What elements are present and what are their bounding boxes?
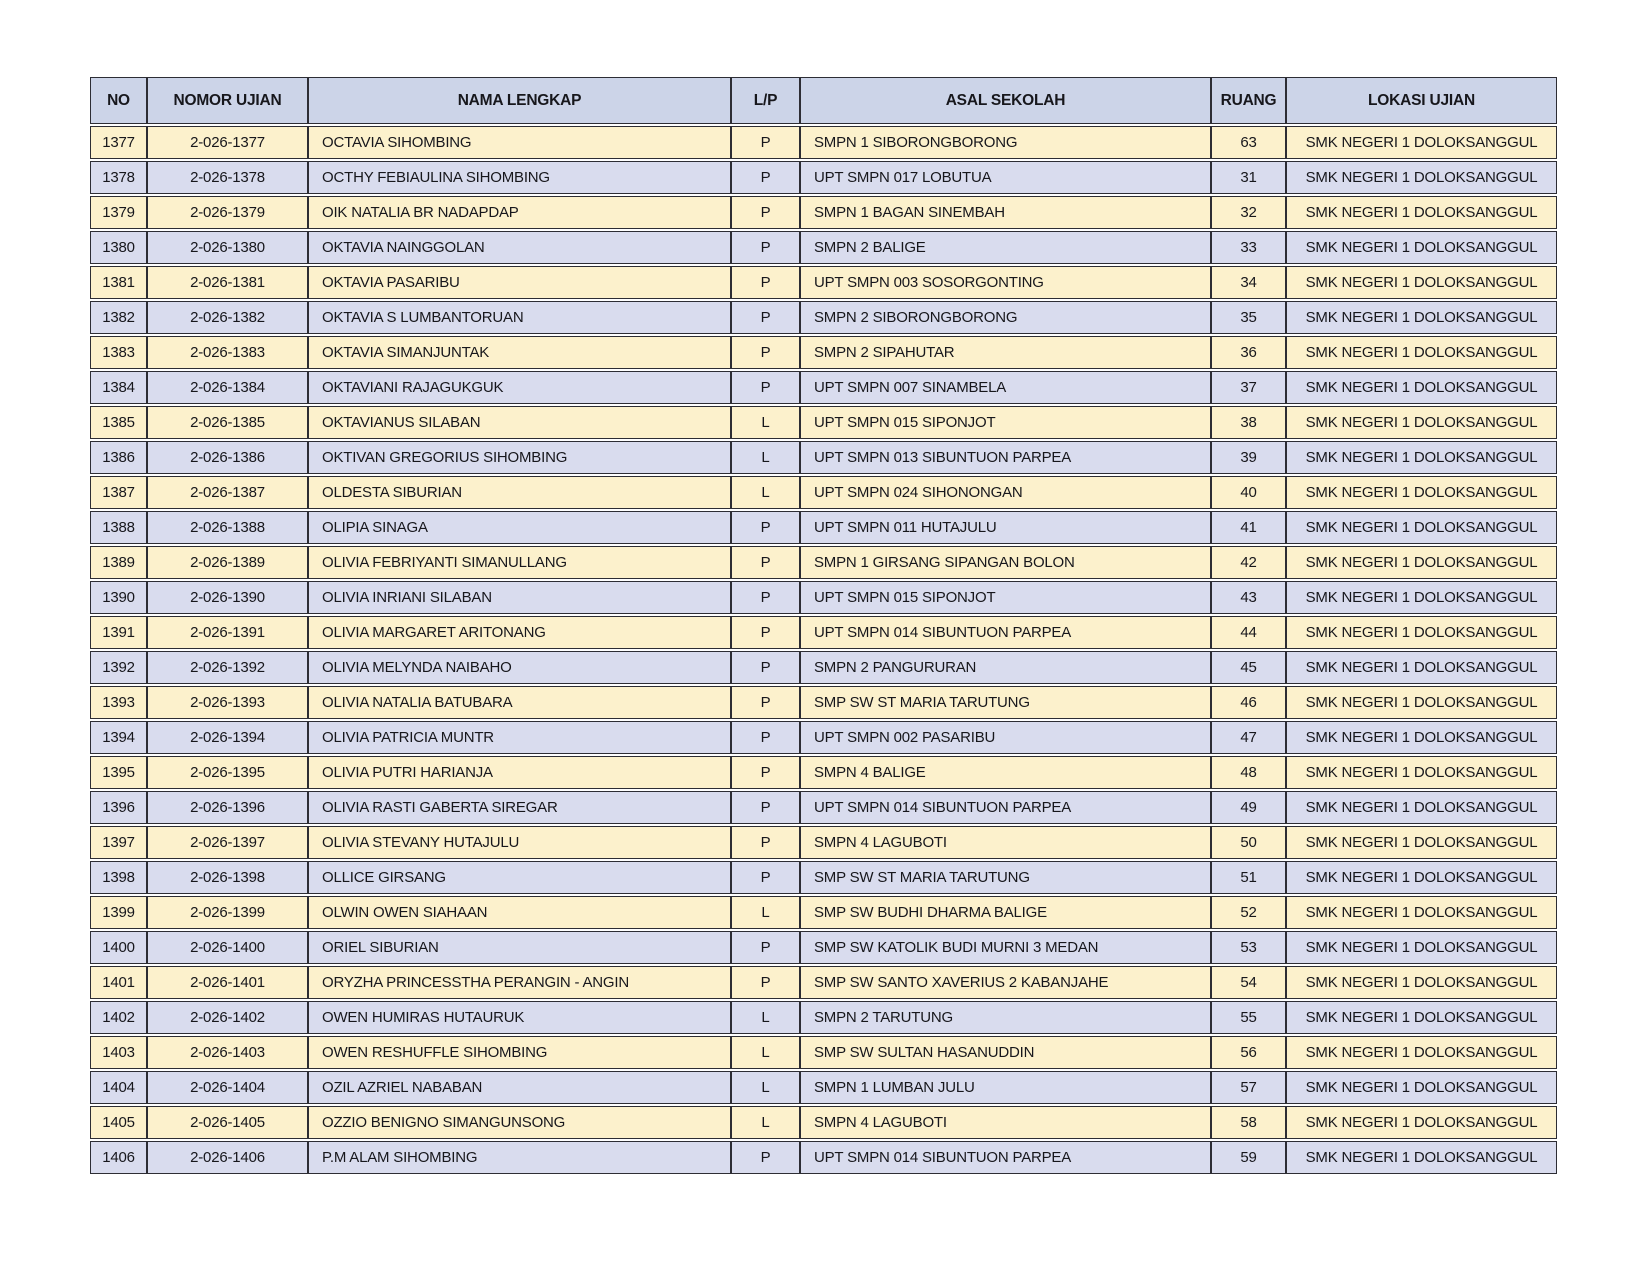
cell-nomor: 2-026-1386 — [147, 441, 308, 474]
cell-lp: P — [731, 511, 800, 544]
cell-ruang: 55 — [1211, 1001, 1286, 1034]
cell-nomor: 2-026-1377 — [147, 126, 308, 159]
cell-nomor: 2-026-1395 — [147, 756, 308, 789]
cell-nama: OZIL AZRIEL NABABAN — [308, 1071, 731, 1104]
cell-no: 1405 — [90, 1106, 147, 1139]
cell-sekolah: UPT SMPN 015 SIPONJOT — [800, 581, 1211, 614]
cell-no: 1392 — [90, 651, 147, 684]
cell-ruang: 49 — [1211, 791, 1286, 824]
cell-sekolah: UPT SMPN 024 SIHONONGAN — [800, 476, 1211, 509]
cell-ruang: 41 — [1211, 511, 1286, 544]
cell-ruang: 57 — [1211, 1071, 1286, 1104]
cell-nomor: 2-026-1380 — [147, 231, 308, 264]
cell-lokasi: SMK NEGERI 1 DOLOKSANGGUL — [1286, 826, 1557, 859]
cell-lokasi: SMK NEGERI 1 DOLOKSANGGUL — [1286, 686, 1557, 719]
table-row — [90, 1141, 1557, 1174]
table-row — [90, 371, 1557, 404]
cell-lokasi: SMK NEGERI 1 DOLOKSANGGUL — [1286, 1001, 1557, 1034]
cell-nama: OLLICE GIRSANG — [308, 861, 731, 894]
cell-sekolah: SMPN 4 LAGUBOTI — [800, 1106, 1211, 1139]
cell-nomor: 2-026-1383 — [147, 336, 308, 369]
cell-sekolah: SMP SW ST MARIA TARUTUNG — [800, 861, 1211, 894]
cell-ruang: 31 — [1211, 161, 1286, 194]
table-row — [90, 266, 1557, 299]
column-header-lokasi: LOKASI UJIAN — [1286, 77, 1557, 124]
cell-ruang: 63 — [1211, 126, 1286, 159]
cell-nomor: 2-026-1392 — [147, 651, 308, 684]
column-header-nomor: NOMOR UJIAN — [147, 77, 308, 124]
cell-no: 1404 — [90, 1071, 147, 1104]
cell-nama: OLIVIA STEVANY HUTAJULU — [308, 826, 731, 859]
cell-ruang: 42 — [1211, 546, 1286, 579]
table-row — [90, 826, 1557, 859]
table-row — [90, 406, 1557, 439]
cell-nomor: 2-026-1379 — [147, 196, 308, 229]
cell-ruang: 32 — [1211, 196, 1286, 229]
cell-no: 1397 — [90, 826, 147, 859]
cell-lp: P — [731, 371, 800, 404]
table-row — [90, 196, 1557, 229]
header-row — [90, 77, 1557, 124]
cell-nomor: 2-026-1396 — [147, 791, 308, 824]
cell-nomor: 2-026-1382 — [147, 301, 308, 334]
cell-nomor: 2-026-1390 — [147, 581, 308, 614]
cell-nomor: 2-026-1404 — [147, 1071, 308, 1104]
cell-lp: L — [731, 406, 800, 439]
cell-lokasi: SMK NEGERI 1 DOLOKSANGGUL — [1286, 406, 1557, 439]
cell-nomor: 2-026-1394 — [147, 721, 308, 754]
cell-ruang: 47 — [1211, 721, 1286, 754]
cell-lp: P — [731, 756, 800, 789]
cell-nama: OKTAVIA NAINGGOLAN — [308, 231, 731, 264]
cell-no: 1387 — [90, 476, 147, 509]
cell-no: 1390 — [90, 581, 147, 614]
cell-sekolah: SMPN 1 SIBORONGBORONG — [800, 126, 1211, 159]
cell-lokasi: SMK NEGERI 1 DOLOKSANGGUL — [1286, 896, 1557, 929]
cell-sekolah: UPT SMPN 007 SINAMBELA — [800, 371, 1211, 404]
cell-ruang: 43 — [1211, 581, 1286, 614]
cell-lokasi: SMK NEGERI 1 DOLOKSANGGUL — [1286, 441, 1557, 474]
cell-nomor: 2-026-1402 — [147, 1001, 308, 1034]
cell-ruang: 56 — [1211, 1036, 1286, 1069]
cell-lokasi: SMK NEGERI 1 DOLOKSANGGUL — [1286, 756, 1557, 789]
cell-nomor: 2-026-1400 — [147, 931, 308, 964]
cell-lokasi: SMK NEGERI 1 DOLOKSANGGUL — [1286, 126, 1557, 159]
table-row — [90, 1106, 1557, 1139]
cell-nama: OWEN RESHUFFLE SIHOMBING — [308, 1036, 731, 1069]
cell-lokasi: SMK NEGERI 1 DOLOKSANGGUL — [1286, 791, 1557, 824]
cell-lp: P — [731, 686, 800, 719]
cell-sekolah: UPT SMPN 011 HUTAJULU — [800, 511, 1211, 544]
cell-lp: P — [731, 1141, 800, 1174]
cell-ruang: 33 — [1211, 231, 1286, 264]
table-row — [90, 231, 1557, 264]
cell-no: 1393 — [90, 686, 147, 719]
cell-sekolah: UPT SMPN 003 SOSORGONTING — [800, 266, 1211, 299]
table-row — [90, 301, 1557, 334]
cell-sekolah: UPT SMPN 017 LOBUTUA — [800, 161, 1211, 194]
cell-no: 1395 — [90, 756, 147, 789]
cell-ruang: 40 — [1211, 476, 1286, 509]
cell-lokasi: SMK NEGERI 1 DOLOKSANGGUL — [1286, 336, 1557, 369]
table-row — [90, 861, 1557, 894]
cell-sekolah: UPT SMPN 014 SIBUNTUON PARPEA — [800, 791, 1211, 824]
cell-lp: P — [731, 546, 800, 579]
cell-nomor: 2-026-1405 — [147, 1106, 308, 1139]
cell-lp: L — [731, 476, 800, 509]
cell-nama: OLIVIA NATALIA BATUBARA — [308, 686, 731, 719]
cell-nama: OLWIN OWEN SIAHAAN — [308, 896, 731, 929]
cell-sekolah: SMPN 1 GIRSANG SIPANGAN BOLON — [800, 546, 1211, 579]
cell-lp: P — [731, 301, 800, 334]
cell-ruang: 48 — [1211, 756, 1286, 789]
cell-lokasi: SMK NEGERI 1 DOLOKSANGGUL — [1286, 616, 1557, 649]
table-row — [90, 581, 1557, 614]
exam-roster-table-container — [90, 75, 1557, 1176]
table-row — [90, 756, 1557, 789]
cell-ruang: 50 — [1211, 826, 1286, 859]
cell-no: 1385 — [90, 406, 147, 439]
table-row — [90, 1071, 1557, 1104]
cell-ruang: 58 — [1211, 1106, 1286, 1139]
cell-no: 1401 — [90, 966, 147, 999]
cell-lokasi: SMK NEGERI 1 DOLOKSANGGUL — [1286, 861, 1557, 894]
cell-no: 1381 — [90, 266, 147, 299]
column-header-no: NO — [90, 77, 147, 124]
cell-nama: OKTAVIANI RAJAGUKGUK — [308, 371, 731, 404]
cell-no: 1403 — [90, 1036, 147, 1069]
cell-nomor: 2-026-1387 — [147, 476, 308, 509]
cell-ruang: 51 — [1211, 861, 1286, 894]
cell-no: 1384 — [90, 371, 147, 404]
cell-lokasi: SMK NEGERI 1 DOLOKSANGGUL — [1286, 1106, 1557, 1139]
cell-nomor: 2-026-1401 — [147, 966, 308, 999]
cell-sekolah: SMP SW ST MARIA TARUTUNG — [800, 686, 1211, 719]
cell-nomor: 2-026-1385 — [147, 406, 308, 439]
cell-no: 1377 — [90, 126, 147, 159]
cell-no: 1380 — [90, 231, 147, 264]
cell-lp: L — [731, 441, 800, 474]
cell-lokasi: SMK NEGERI 1 DOLOKSANGGUL — [1286, 1036, 1557, 1069]
cell-no: 1383 — [90, 336, 147, 369]
cell-lp: P — [731, 616, 800, 649]
cell-lokasi: SMK NEGERI 1 DOLOKSANGGUL — [1286, 511, 1557, 544]
cell-sekolah: SMPN 2 PANGURURAN — [800, 651, 1211, 684]
cell-sekolah: SMPN 1 LUMBAN JULU — [800, 1071, 1211, 1104]
cell-no: 1394 — [90, 721, 147, 754]
cell-lokasi: SMK NEGERI 1 DOLOKSANGGUL — [1286, 231, 1557, 264]
cell-no: 1382 — [90, 301, 147, 334]
cell-no: 1399 — [90, 896, 147, 929]
cell-ruang: 36 — [1211, 336, 1286, 369]
table-row — [90, 721, 1557, 754]
cell-sekolah: UPT SMPN 015 SIPONJOT — [800, 406, 1211, 439]
cell-lokasi: SMK NEGERI 1 DOLOKSANGGUL — [1286, 651, 1557, 684]
cell-lokasi: SMK NEGERI 1 DOLOKSANGGUL — [1286, 371, 1557, 404]
cell-sekolah: SMP SW BUDHI DHARMA BALIGE — [800, 896, 1211, 929]
cell-no: 1388 — [90, 511, 147, 544]
cell-ruang: 46 — [1211, 686, 1286, 719]
cell-nama: OLIVIA PATRICIA MUNTR — [308, 721, 731, 754]
cell-ruang: 44 — [1211, 616, 1286, 649]
cell-ruang: 52 — [1211, 896, 1286, 929]
cell-nama: OLIVIA FEBRIYANTI SIMANULLANG — [308, 546, 731, 579]
cell-no: 1396 — [90, 791, 147, 824]
cell-nomor: 2-026-1403 — [147, 1036, 308, 1069]
cell-nomor: 2-026-1384 — [147, 371, 308, 404]
cell-lokasi: SMK NEGERI 1 DOLOKSANGGUL — [1286, 721, 1557, 754]
cell-sekolah: SMPN 2 SIPAHUTAR — [800, 336, 1211, 369]
cell-no: 1386 — [90, 441, 147, 474]
cell-nomor: 2-026-1406 — [147, 1141, 308, 1174]
table-row — [90, 896, 1557, 929]
cell-nama: OKTAVIA SIMANJUNTAK — [308, 336, 731, 369]
cell-lp: P — [731, 651, 800, 684]
cell-sekolah: SMPN 2 BALIGE — [800, 231, 1211, 264]
cell-lp: L — [731, 1001, 800, 1034]
cell-lp: L — [731, 1036, 800, 1069]
cell-nama: OKTAVIA PASARIBU — [308, 266, 731, 299]
table-row — [90, 441, 1557, 474]
table-row — [90, 126, 1557, 159]
cell-lp: L — [731, 896, 800, 929]
cell-sekolah: SMPN 1 BAGAN SINEMBAH — [800, 196, 1211, 229]
cell-lp: P — [731, 336, 800, 369]
cell-nomor: 2-026-1399 — [147, 896, 308, 929]
cell-nomor: 2-026-1391 — [147, 616, 308, 649]
cell-sekolah: SMPN 2 TARUTUNG — [800, 1001, 1211, 1034]
cell-no: 1398 — [90, 861, 147, 894]
cell-ruang: 39 — [1211, 441, 1286, 474]
cell-lokasi: SMK NEGERI 1 DOLOKSANGGUL — [1286, 966, 1557, 999]
table-row — [90, 1036, 1557, 1069]
cell-nama: OLIVIA INRIANI SILABAN — [308, 581, 731, 614]
cell-nomor: 2-026-1389 — [147, 546, 308, 579]
table-body — [90, 126, 1557, 1174]
cell-lp: L — [731, 1106, 800, 1139]
cell-lokasi: SMK NEGERI 1 DOLOKSANGGUL — [1286, 301, 1557, 334]
cell-nomor: 2-026-1393 — [147, 686, 308, 719]
cell-lp: P — [731, 826, 800, 859]
cell-sekolah: SMPN 4 BALIGE — [800, 756, 1211, 789]
cell-lp: P — [731, 266, 800, 299]
cell-lp: P — [731, 966, 800, 999]
cell-ruang: 53 — [1211, 931, 1286, 964]
table-row — [90, 791, 1557, 824]
cell-nama: OCTHY FEBIAULINA SIHOMBING — [308, 161, 731, 194]
cell-sekolah: UPT SMPN 013 SIBUNTUON PARPEA — [800, 441, 1211, 474]
cell-ruang: 34 — [1211, 266, 1286, 299]
cell-lp: P — [731, 581, 800, 614]
table-row — [90, 1001, 1557, 1034]
cell-sekolah: SMPN 2 SIBORONGBORONG — [800, 301, 1211, 334]
cell-lokasi: SMK NEGERI 1 DOLOKSANGGUL — [1286, 1141, 1557, 1174]
table-row — [90, 476, 1557, 509]
table-row — [90, 616, 1557, 649]
cell-no: 1406 — [90, 1141, 147, 1174]
cell-nama: OKTAVIANUS SILABAN — [308, 406, 731, 439]
cell-nomor: 2-026-1397 — [147, 826, 308, 859]
cell-nama: OCTAVIA SIHOMBING — [308, 126, 731, 159]
cell-nama: OLDESTA SIBURIAN — [308, 476, 731, 509]
cell-lp: P — [731, 196, 800, 229]
column-header-ruang: RUANG — [1211, 77, 1286, 124]
table-row — [90, 931, 1557, 964]
cell-nama: ORIEL SIBURIAN — [308, 931, 731, 964]
cell-lokasi: SMK NEGERI 1 DOLOKSANGGUL — [1286, 266, 1557, 299]
cell-lokasi: SMK NEGERI 1 DOLOKSANGGUL — [1286, 581, 1557, 614]
cell-ruang: 45 — [1211, 651, 1286, 684]
cell-ruang: 54 — [1211, 966, 1286, 999]
table-row — [90, 546, 1557, 579]
cell-ruang: 35 — [1211, 301, 1286, 334]
table-row — [90, 336, 1557, 369]
cell-lp: P — [731, 791, 800, 824]
cell-lokasi: SMK NEGERI 1 DOLOKSANGGUL — [1286, 196, 1557, 229]
cell-no: 1391 — [90, 616, 147, 649]
cell-lokasi: SMK NEGERI 1 DOLOKSANGGUL — [1286, 161, 1557, 194]
cell-nama: OWEN HUMIRAS HUTAURUK — [308, 1001, 731, 1034]
cell-ruang: 59 — [1211, 1141, 1286, 1174]
cell-nama: OZZIO BENIGNO SIMANGUNSONG — [308, 1106, 731, 1139]
cell-lp: L — [731, 1071, 800, 1104]
column-header-lp: L/P — [731, 77, 800, 124]
cell-nomor: 2-026-1378 — [147, 161, 308, 194]
cell-nomor: 2-026-1388 — [147, 511, 308, 544]
cell-nama: P.M ALAM SIHOMBING — [308, 1141, 731, 1174]
cell-nama: OLIVIA MELYNDA NAIBAHO — [308, 651, 731, 684]
cell-ruang: 37 — [1211, 371, 1286, 404]
column-header-nama: NAMA LENGKAP — [308, 77, 731, 124]
cell-no: 1389 — [90, 546, 147, 579]
cell-lp: P — [731, 721, 800, 754]
table-row — [90, 686, 1557, 719]
cell-ruang: 38 — [1211, 406, 1286, 439]
exam-roster-table — [90, 75, 1557, 1176]
cell-sekolah: SMP SW SULTAN HASANUDDIN — [800, 1036, 1211, 1069]
cell-nama: OLIVIA RASTI GABERTA SIREGAR — [308, 791, 731, 824]
cell-sekolah: SMP SW KATOLIK BUDI MURNI 3 MEDAN — [800, 931, 1211, 964]
table-header — [90, 77, 1557, 124]
cell-no: 1402 — [90, 1001, 147, 1034]
cell-nomor: 2-026-1381 — [147, 266, 308, 299]
cell-lokasi: SMK NEGERI 1 DOLOKSANGGUL — [1286, 476, 1557, 509]
cell-lokasi: SMK NEGERI 1 DOLOKSANGGUL — [1286, 546, 1557, 579]
cell-nama: OKTAVIA S LUMBANTORUAN — [308, 301, 731, 334]
cell-lp: P — [731, 126, 800, 159]
cell-no: 1379 — [90, 196, 147, 229]
cell-sekolah: UPT SMPN 014 SIBUNTUON PARPEA — [800, 1141, 1211, 1174]
cell-nama: OLIVIA MARGARET ARITONANG — [308, 616, 731, 649]
cell-sekolah: UPT SMPN 002 PASARIBU — [800, 721, 1211, 754]
cell-lp: P — [731, 861, 800, 894]
cell-lp: P — [731, 931, 800, 964]
cell-nama: OLIPIA SINAGA — [308, 511, 731, 544]
table-row — [90, 511, 1557, 544]
cell-lokasi: SMK NEGERI 1 DOLOKSANGGUL — [1286, 1071, 1557, 1104]
cell-sekolah: SMP SW SANTO XAVERIUS 2 KABANJAHE — [800, 966, 1211, 999]
column-header-sekolah: ASAL SEKOLAH — [800, 77, 1211, 124]
cell-no: 1378 — [90, 161, 147, 194]
table-row — [90, 161, 1557, 194]
cell-lokasi: SMK NEGERI 1 DOLOKSANGGUL — [1286, 931, 1557, 964]
cell-nama: OKTIVAN GREGORIUS SIHOMBING — [308, 441, 731, 474]
cell-nomor: 2-026-1398 — [147, 861, 308, 894]
cell-sekolah: SMPN 4 LAGUBOTI — [800, 826, 1211, 859]
cell-nama: OIK NATALIA BR NADAPDAP — [308, 196, 731, 229]
table-row — [90, 966, 1557, 999]
cell-lp: P — [731, 231, 800, 264]
table-row — [90, 651, 1557, 684]
cell-sekolah: UPT SMPN 014 SIBUNTUON PARPEA — [800, 616, 1211, 649]
cell-lp: P — [731, 161, 800, 194]
cell-nama: OLIVIA PUTRI HARIANJA — [308, 756, 731, 789]
cell-nama: ORYZHA PRINCESSTHA PERANGIN - ANGIN — [308, 966, 731, 999]
cell-no: 1400 — [90, 931, 147, 964]
